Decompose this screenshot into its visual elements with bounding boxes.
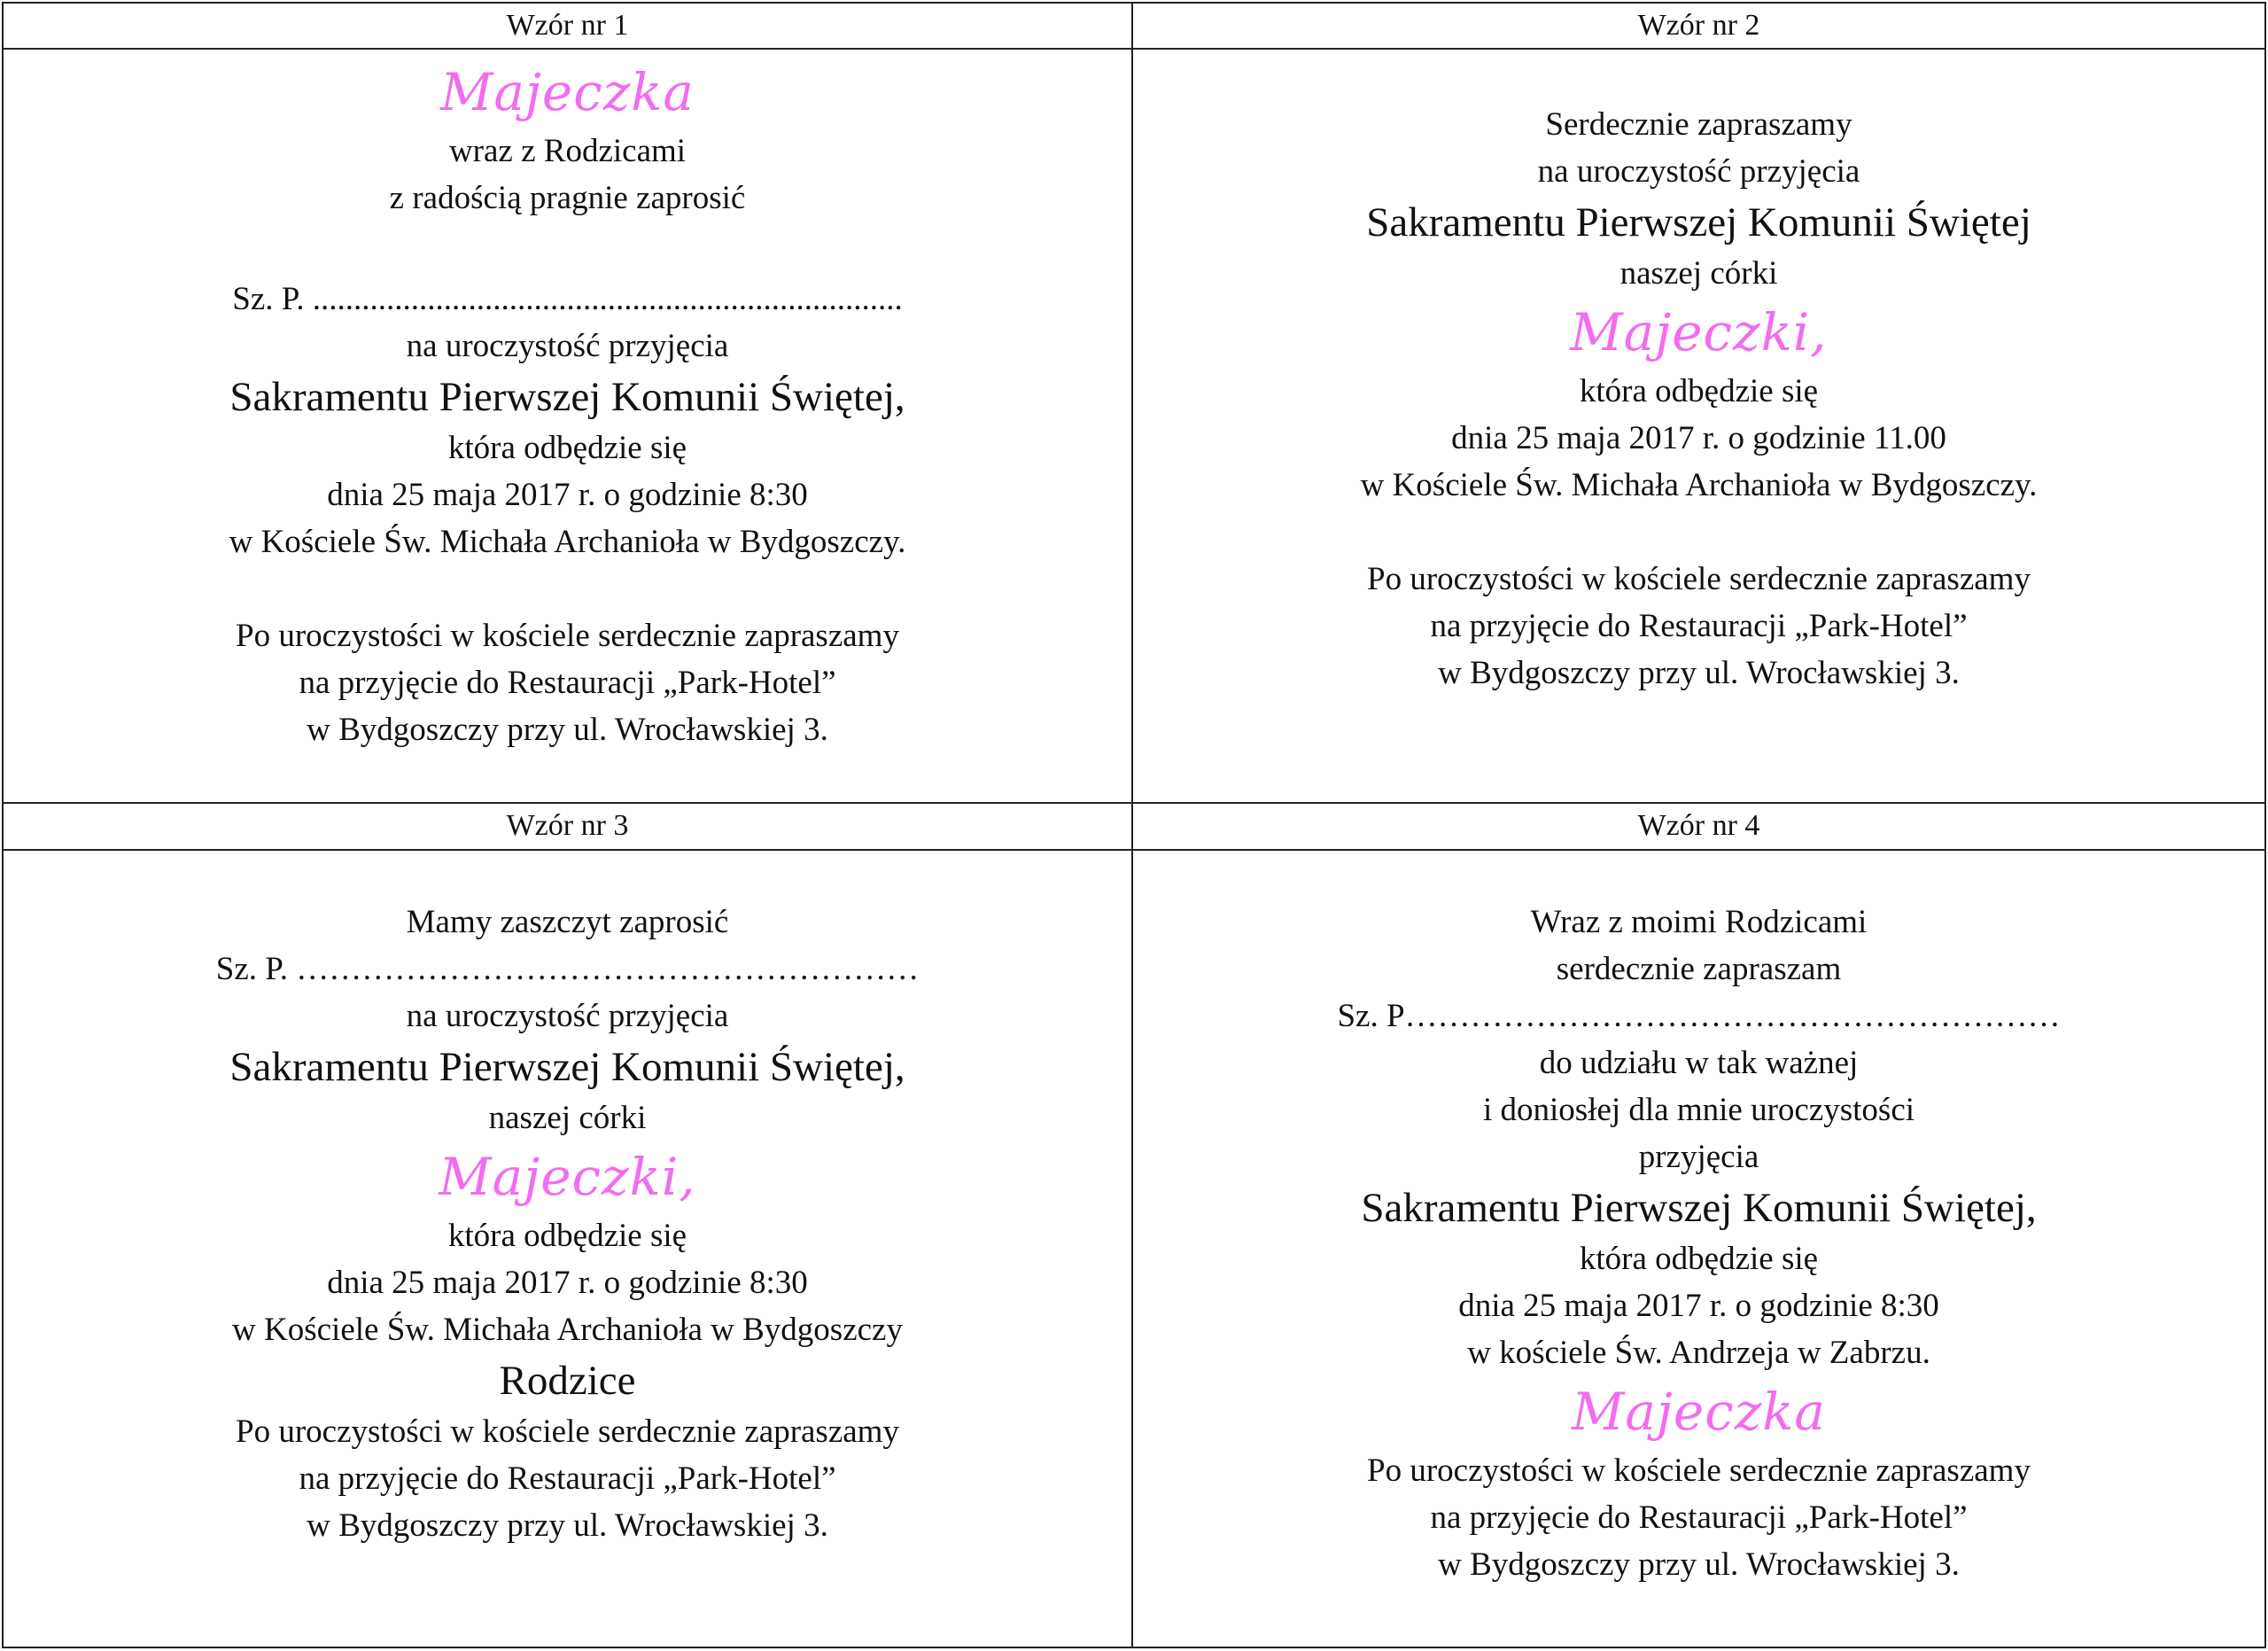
text-line: i doniosłej dla mnie uroczystości [1482,1092,1915,1128]
text-line: w Bydgoszczy przy ul. Wrocławskiej 3. [307,712,828,748]
text-line: która odbędzie się [1579,373,1819,409]
guest-name-blank: Sz. P. ........................................................................ [232,281,903,317]
text-line: w Bydgoszczy przy ul. Wrocławskiej 3. [1438,1546,1960,1583]
text-line: Wraz z moimi Rodzicami [1530,904,1868,940]
text-line: do udziału w tak ważnej [1539,1045,1859,1081]
invitation-templates-table [2,2,2266,1648]
place-line: w Kościele Św. Michała Archanioła w Bydgoszczy. [1360,467,2038,503]
text-line: z radością pragnie zaprosić [389,180,746,216]
sacrament-title: Sakramentu Pierwszej Komunii Świętej, [229,374,905,420]
sacrament-title: Sakramentu Pierwszej Komunii Świętej, [1361,1185,2037,1231]
text-line: która odbędzie się [1579,1241,1819,1277]
text-line: w Bydgoszczy przy ul. Wrocławskiej 3. [307,1507,828,1544]
text-line: Serdecznie zapraszamy [1545,106,1852,143]
text-line: na przyjęcie do Restauracji „Park-Hotel” [299,1460,836,1497]
child-name: Majeczka [1571,1382,1827,1442]
text-line: na uroczystość przyjęcia [406,328,729,364]
invitation-wzor-2 [1133,50,2264,804]
date-line: dnia 25 maja 2017 r. o godzinie 11.00 [1451,420,1946,456]
invitation-wzor-1 [4,50,1133,804]
text-line: przyjęcia [1638,1139,1759,1175]
text-line: na przyjęcie do Restauracji „Park-Hotel” [1430,608,1968,644]
sacrament-title: Sakramentu Pierwszej Komunii Świętej [1366,199,2031,245]
child-name: Majeczki, [1570,302,1828,362]
guest-name-blank: Sz. P. ………………………………………………… [215,951,920,987]
header-wzor-2: Wzór nr 2 [1133,4,2264,50]
sacrament-title: Sakramentu Pierwszej Komunii Świętej, [229,1044,905,1090]
signature-rodzice: Rodzice [499,1358,636,1404]
text-line: która odbędzie się [447,430,687,466]
place-line: w kościele Św. Andrzeja w Zabrzu. [1467,1335,1930,1371]
text-line: naszej córki [488,1100,647,1136]
text-line: Mamy zaszczyt zaprosić [406,904,729,940]
text-line: Po uroczystości w kościele serdecznie zapraszamy [1367,1452,2031,1489]
text-line: na uroczystość przyjęcia [406,998,729,1034]
text-line: serdecznie zapraszam [1556,951,1842,987]
header-wzor-4: Wzór nr 4 [1133,804,2264,851]
text-line: Po uroczystości w kościele serdecznie zapraszamy [1367,561,2031,597]
text-line: naszej córki [1619,255,1778,292]
child-name: Majeczka [439,62,695,122]
header-wzor-3: Wzór nr 3 [4,804,1133,851]
date-line: dnia 25 maja 2017 r. o godzinie 8:30 [327,1265,808,1301]
text-line: w Bydgoszczy przy ul. Wrocławskiej 3. [1438,655,1960,691]
date-line: dnia 25 maja 2017 r. o godzinie 8:30 [1458,1288,1939,1324]
text-line: na uroczystość przyjęcia [1537,153,1860,190]
text-line: na przyjęcie do Restauracji „Park-Hotel” [299,665,836,701]
text-line: wraz z Rodzicami [448,133,687,169]
text-line: która odbędzie się [447,1218,687,1254]
invitation-wzor-4 [1133,851,2264,1647]
text-line: Po uroczystości w kościele serdecznie zapraszamy [236,1413,899,1450]
text-line: na przyjęcie do Restauracji „Park-Hotel” [1430,1499,1968,1536]
header-wzor-1: Wzór nr 1 [4,4,1133,50]
place-line: w Kościele Św. Michała Archanioła w Bydgoszczy. [229,524,906,560]
invitation-wzor-3 [4,851,1133,1647]
guest-name-blank: Sz. P…………………………………………………… [1337,998,2061,1034]
date-line: dnia 25 maja 2017 r. o godzinie 8:30 [327,477,808,513]
child-name: Majeczki, [439,1147,696,1207]
text-line: Po uroczystości w kościele serdecznie zapraszamy [236,618,899,654]
place-line: w Kościele Św. Michała Archanioła w Bydgoszczy [232,1312,903,1348]
